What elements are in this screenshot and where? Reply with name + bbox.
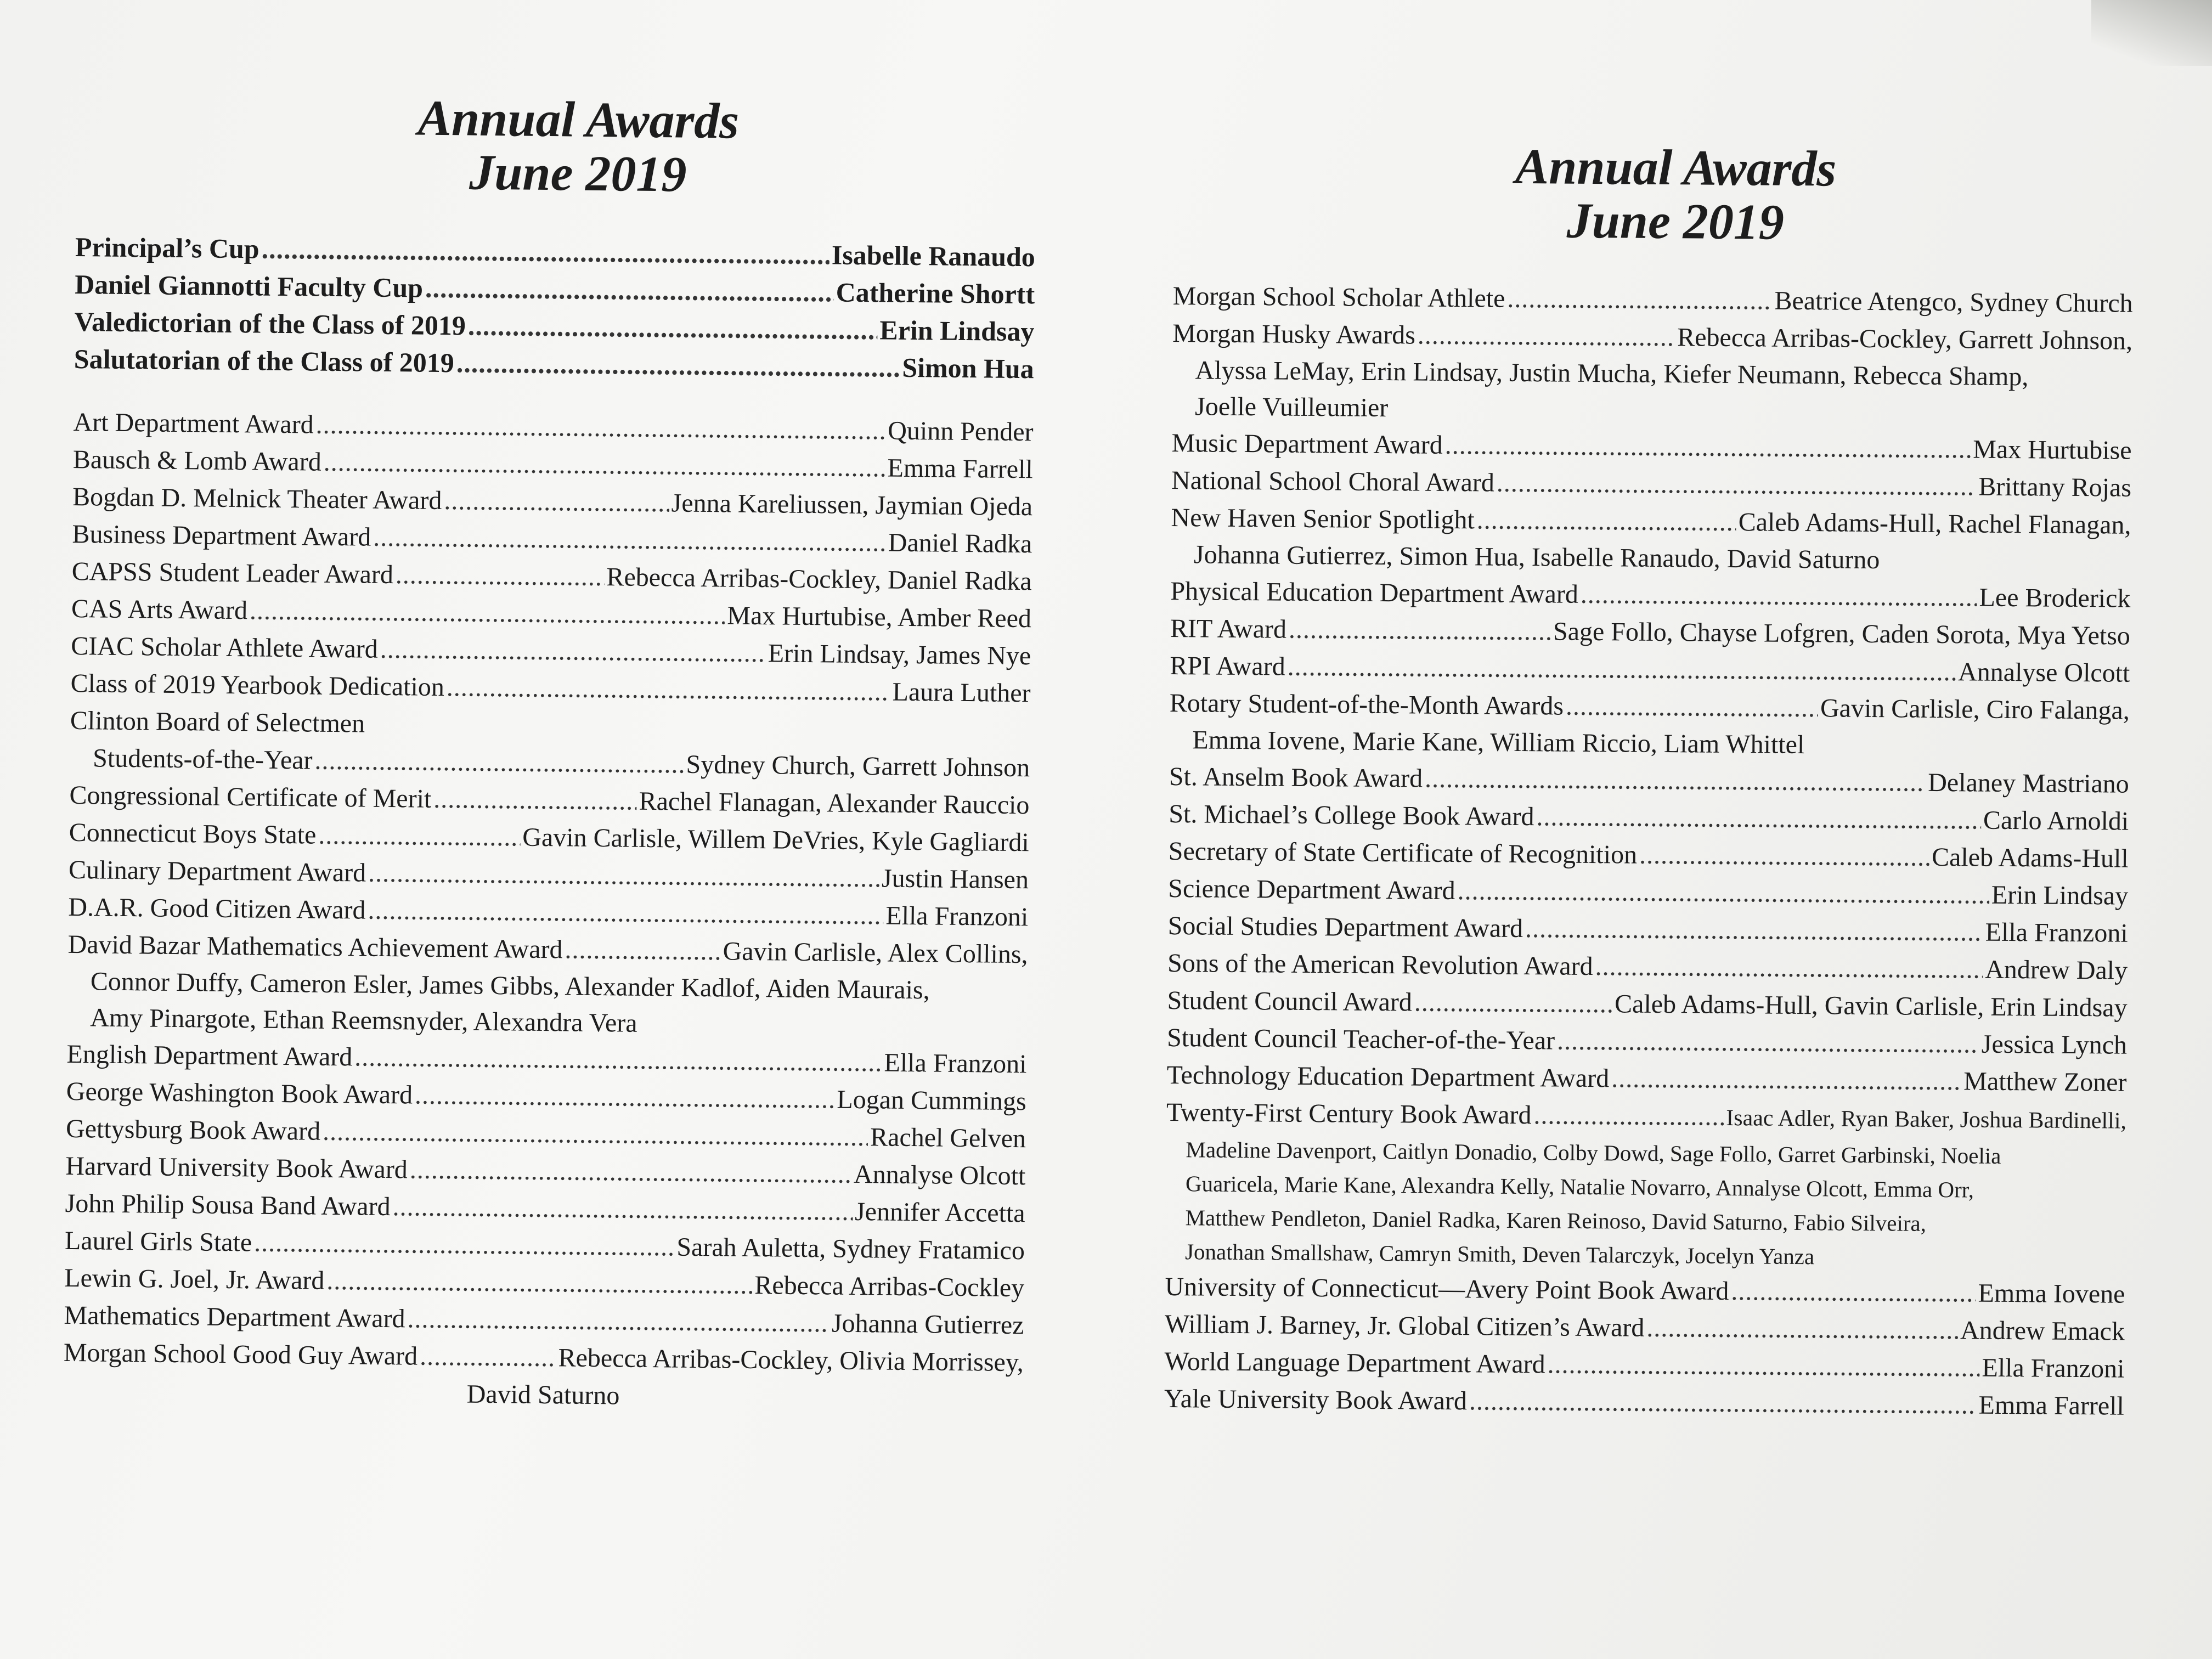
award-recipients: Sage Follo, Chayse Lofgren, Caden Sorota, Mya Yetso <box>1553 617 2131 651</box>
dot-leader <box>1469 1383 1977 1424</box>
award-recipients: Caleb Adams-Hull <box>1931 842 2129 873</box>
dot-leader <box>315 407 885 450</box>
right-awards-column <box>1164 137 2134 1425</box>
dot-leader <box>433 781 637 820</box>
award-recipients: Emma Farrell <box>887 453 1034 484</box>
dot-leader <box>1557 1023 1979 1063</box>
award-recipients: Matthew Zoner <box>1963 1066 2127 1097</box>
award-name: Student Council Award <box>1167 985 1413 1017</box>
award-name: Morgan School Scholar Athlete <box>1172 281 1505 313</box>
award-name: Social Studies Department Award <box>1167 911 1523 944</box>
award-name: Harvard University Book Award <box>65 1151 408 1184</box>
dot-leader <box>1547 1346 1979 1386</box>
dot-leader <box>250 592 725 634</box>
award-name: Science Department Award <box>1168 873 1455 906</box>
award-name: Student Council Teacher-of-the-Year <box>1166 1023 1555 1056</box>
award-name: Salutatorian of the Class of 2019 <box>74 343 455 379</box>
award-name: English Department Award <box>66 1039 353 1072</box>
recipients-continued: David Saturno <box>466 1379 620 1410</box>
dot-leader <box>396 556 605 596</box>
award-name: Bogdan D. Melnick Theater Award <box>72 482 442 516</box>
dot-leader <box>254 1224 675 1266</box>
award-name: Sons of the American Revolution Award <box>1167 948 1593 981</box>
dot-leader <box>1289 611 1551 651</box>
award-name: Principal’s Cup <box>75 231 259 264</box>
award-recipients: Caleb Adams-Hull, Gavin Carlisle, Erin Lindsay <box>1614 989 2128 1023</box>
paper-corner-shadow <box>2091 0 2212 66</box>
award-name: Valedictorian of the Class of 2019 <box>74 306 466 341</box>
award-name: World Language Department Award <box>1164 1346 1545 1379</box>
left-title: Annual Awards <box>417 89 740 149</box>
right-title: Annual Awards <box>1515 138 1837 197</box>
award-name: Laurel Girls State <box>64 1226 252 1257</box>
dot-leader <box>420 1338 556 1377</box>
recipients-continued: Jonathan Smallshaw, Camryn Smith, Deven Talarczyk, Jocelyn Yanza <box>1184 1239 1815 1269</box>
award-name: John Philip Sousa Band Award <box>65 1188 391 1222</box>
dot-leader <box>354 1039 882 1081</box>
dot-leader <box>314 742 684 783</box>
award-recipients: Ella Franzoni <box>885 901 1029 932</box>
award-recipients: Ella Franzoni <box>1982 1353 2125 1384</box>
recipients-continued: Guaricela, Marie Kane, Alexandra Kelly, Natalie Novarro, Annalyse Olcott, Emma Orr, <box>1185 1171 1974 1203</box>
award-recipients: Erin Lindsay <box>1991 880 2129 911</box>
award-recipients: Sarah Auletta, Sydney Fratamico <box>676 1232 1025 1266</box>
dot-leader <box>425 269 834 311</box>
dot-leader <box>1525 910 1983 951</box>
award-name: Class of 2019 Yearbook Dedication <box>70 668 445 702</box>
recipients-continued: Joelle Vuilleumier <box>1194 392 1389 423</box>
dot-leader <box>392 1188 853 1231</box>
award-recipients: Rebecca Arribas-Cockley <box>754 1271 1025 1303</box>
dot-leader <box>368 855 880 898</box>
award-recipients: Daniel Radka <box>888 528 1032 559</box>
award-recipients: Max Hurtubise, Amber Reed <box>727 601 1032 634</box>
award-name: George Washington Book Award <box>66 1076 413 1110</box>
award-recipients: Rachel Flanagan, Alexander Rauccio <box>639 786 1030 820</box>
dot-leader <box>323 444 885 487</box>
award-name: Twenty-First Century Book Award <box>1166 1097 1532 1130</box>
award-name: Gettysburg Book Award <box>65 1114 321 1146</box>
award-recipients: Jenna Kareliussen, Jaymian Ojeda <box>671 488 1033 522</box>
award-name: Lewin G. Joel, Jr. Award <box>64 1263 325 1295</box>
award-recipients: Isabelle Ranaudo <box>831 239 1036 273</box>
award-name: Bausch & Lomb Award <box>72 444 322 477</box>
award-name: Rotary Student-of-the-Month Awards <box>1169 688 1564 721</box>
award-name: Secretary of State Certificate of Recognition <box>1168 836 1638 870</box>
award-recipients: Andrew Emack <box>1960 1316 2125 1346</box>
award-recipients: Johanna Gutierrez <box>831 1308 1024 1340</box>
award-recipients: Rebecca Arribas-Cockley, Daniel Radka <box>606 562 1032 596</box>
recipients-continued: Madeline Davenport, Caitlyn Donadio, Colby Dowd, Sage Follo, Garret Garbinski, Noelia <box>1186 1137 2001 1169</box>
award-recipients: Ella Franzoni <box>1985 917 2128 948</box>
award-recipients: Rebecca Arribas-Cockley, Olivia Morrissey, <box>558 1343 1024 1378</box>
dot-leader <box>468 307 878 348</box>
award-name: New Haven Senior Spotlight <box>1171 503 1475 535</box>
award-entry <box>1164 1380 2124 1425</box>
award-recipients: Caleb Adams-Hull, Rachel Flanagan, <box>1738 507 2131 540</box>
award-name: Technology Education Department Award <box>1166 1060 1610 1093</box>
award-name: Business Department Award <box>72 519 371 552</box>
award-name: D.A.R. Good Citizen Award <box>68 892 366 925</box>
award-recipients: Rebecca Arribas-Cockley, Garrett Johnson, <box>1677 323 2133 356</box>
dot-leader <box>368 892 884 935</box>
award-recipients: Quinn Pender <box>887 416 1034 447</box>
award-recipients: Lee Broderick <box>1979 583 2131 613</box>
recipients-continued: Alyssa LeMay, Erin Lindsay, Justin Mucha, Kiefer Neumann, Rebecca Shamp, <box>1195 356 2029 392</box>
award-recipients: Laura Luther <box>892 677 1031 708</box>
award-name: William J. Barney, Jr. Global Citizen’s Award <box>1164 1309 1645 1342</box>
dot-leader <box>415 1077 835 1119</box>
dot-leader <box>1497 465 1977 506</box>
award-name: David Bazar Mathematics Achievement Award <box>67 929 563 964</box>
dot-leader <box>1566 688 1818 727</box>
award-recipients: Delaney Mastriano <box>1928 768 2130 799</box>
recipients-continued: Matthew Pendleton, Daniel Radka, Karen Reinoso, David Saturno, Fabio Silveira, <box>1185 1205 1927 1236</box>
dot-leader <box>373 519 886 562</box>
award-name: Art Department Award <box>73 407 314 439</box>
award-recipients: Jessica Lynch <box>1981 1029 2128 1060</box>
dot-leader <box>380 631 766 672</box>
award-recipients: Logan Cummings <box>837 1085 1027 1116</box>
award-name: Congressional Certificate of Merit <box>69 780 432 814</box>
dot-leader <box>409 1151 851 1193</box>
dot-leader <box>1414 984 1613 1023</box>
award-recipients: Isaac Adler, Ryan Baker, Joshua Bardinelli, <box>1726 1105 2127 1134</box>
award-recipients: Emma Iovene <box>1978 1278 2125 1309</box>
award-recipients: Jennifer Accetta <box>854 1197 1025 1228</box>
dot-leader <box>1595 948 1983 989</box>
award-name: Yale University Book Award <box>1164 1384 1468 1416</box>
award-recipients: Max Hurtubise <box>1973 435 2132 465</box>
award-name: CAS Arts Award <box>71 594 248 625</box>
dot-leader <box>446 669 890 710</box>
award-name: University of Connecticut—Avery Point Book Award <box>1165 1272 1729 1306</box>
award-name: RPI Award <box>1170 651 1285 681</box>
right-date: June 2019 <box>1566 192 1785 250</box>
dot-leader <box>1639 837 1930 876</box>
dot-leader <box>565 931 721 970</box>
award-recipients: Justin Hansen <box>881 864 1029 895</box>
award-name: CAPSS Student Leader Award <box>71 556 394 590</box>
award-name: RIT Award <box>1170 613 1287 644</box>
award-recipients: Annalyse Olcott <box>853 1159 1026 1191</box>
recipients-continued: Amy Pinargote, Ethan Reemsnyder, Alexandra Vera <box>89 1003 637 1038</box>
award-name: Connecticut Boys State <box>69 817 317 850</box>
award-recipients: Brittany Rojas <box>1978 472 2132 503</box>
award-name: Physical Education Department Award <box>1170 576 1579 609</box>
dot-leader <box>1533 1097 1724 1136</box>
dot-leader <box>1536 798 1981 839</box>
dot-leader <box>1425 760 1926 802</box>
dot-leader <box>318 817 521 856</box>
award-recipients: Andrew Daly <box>1985 955 2128 985</box>
award-recipients: Sydney Church, Garrett Johnson <box>686 749 1030 783</box>
dot-leader <box>323 1113 868 1156</box>
award-recipients: Gavin Carlisle, Ciro Falanga, <box>1820 693 2130 725</box>
award-name: St. Michael’s College Book Award <box>1169 799 1534 832</box>
award-recipients: Gavin Carlisle, Alex Collins, <box>723 936 1028 969</box>
award-name: Culinary Department Award <box>68 855 366 888</box>
dot-leader <box>261 230 830 274</box>
award-recipients: Gavin Carlisle, Willem DeVries, Kyle Gagliardi <box>522 822 1029 857</box>
award-name: Daniel Giannotti Faculty Cup <box>74 268 424 303</box>
award-recipients: Catherine Shortt <box>836 276 1035 310</box>
award-name: Mathematics Department Award <box>64 1300 405 1334</box>
award-name: Morgan Husky Awards <box>1172 318 1416 350</box>
award-name: CIAC Scholar Athlete Award <box>71 631 379 664</box>
recipients-continued: Johanna Gutierrez, Simon Hua, Isabelle Ranaudo, David Saturno <box>1193 540 1880 575</box>
dot-leader <box>1457 872 1989 914</box>
award-recipients: Carlo Arnoldi <box>1983 805 2129 836</box>
award-recipients: Simon Hua <box>902 352 1035 385</box>
award-recipients: Annalyse Olcott <box>1957 657 2130 688</box>
dot-leader <box>1611 1060 1962 1100</box>
award-recipients: Ella Franzoni <box>884 1048 1027 1079</box>
dot-leader <box>326 1262 753 1304</box>
dot-leader <box>456 344 900 386</box>
dot-leader <box>1646 1310 1958 1349</box>
award-name: Students-of-the-Year <box>92 743 313 775</box>
award-recipients: Emma Farrell <box>1978 1390 2125 1421</box>
dot-leader <box>1418 317 1675 356</box>
award-name: St. Anselm Book Award <box>1169 761 1423 793</box>
award-recipients: Rachel Gelven <box>870 1122 1026 1154</box>
award-name: Morgan School Good Guy Award <box>63 1338 418 1371</box>
dot-leader <box>1444 427 1971 469</box>
dot-leader <box>1507 280 1773 320</box>
dot-leader <box>1731 1273 1976 1312</box>
dot-leader <box>444 482 669 522</box>
dot-leader <box>1581 576 1977 617</box>
recipients-continued: Connor Duffy, Cameron Esler, James Gibbs, Alexander Kadlof, Aiden Maurais, <box>90 967 930 1005</box>
recipients-continued: Emma Iovene, Marie Kane, William Riccio, Liam Whittel <box>1192 725 1805 760</box>
award-name: Clinton Board of Selectmen <box>70 706 365 738</box>
dot-leader <box>1477 501 1736 541</box>
award-recipients: Beatrice Atengco, Sydney Church <box>1774 286 2133 318</box>
award-recipients: Erin Lindsay <box>879 314 1035 347</box>
dot-leader <box>407 1300 830 1342</box>
left-awards-column <box>63 88 1037 1419</box>
award-name: National School Choral Award <box>1171 465 1495 498</box>
dot-leader <box>1287 648 1956 691</box>
award-name: Music Department Award <box>1171 428 1443 460</box>
left-date: June 2019 <box>469 144 687 202</box>
award-recipients: Erin Lindsay, James Nye <box>768 639 1031 671</box>
